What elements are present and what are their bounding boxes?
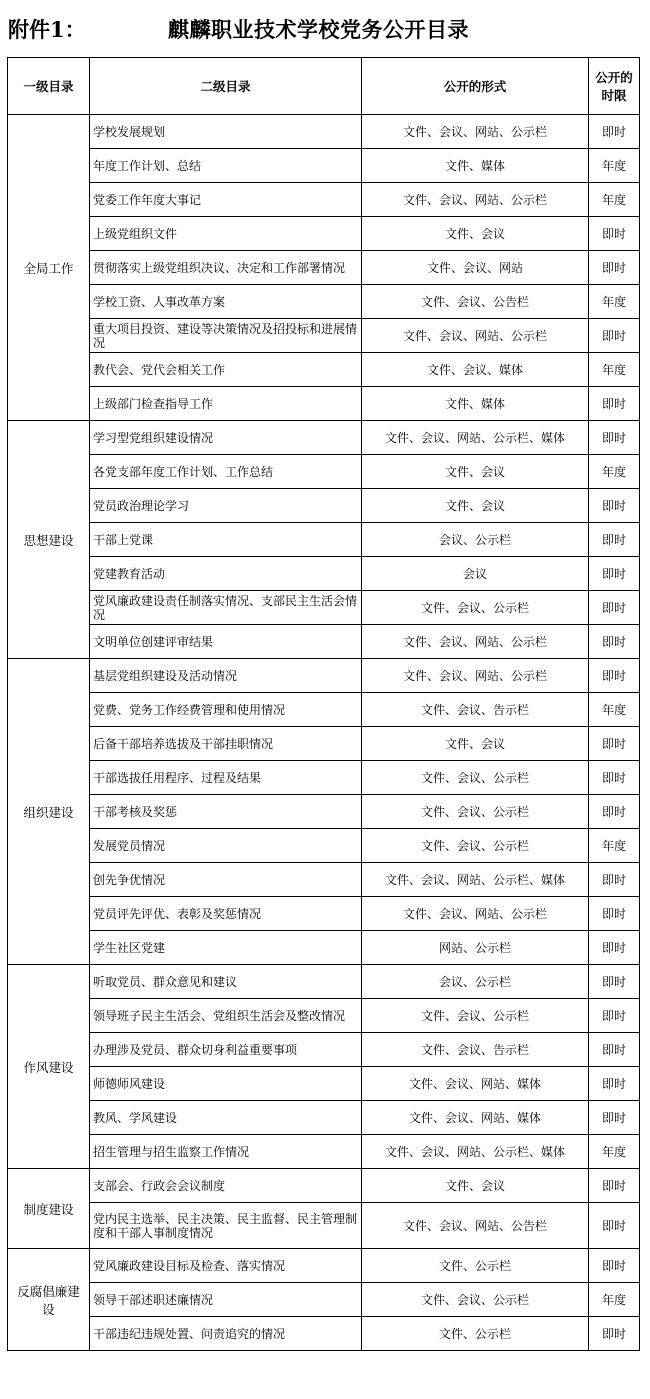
time-cell: 即时 (589, 557, 640, 591)
table-row (8, 421, 640, 455)
table-row (8, 149, 640, 183)
form-cell: 文件、会议、公示栏 (362, 1283, 589, 1317)
category-cell: 组织建设 (8, 659, 90, 965)
header-level1: 一级目录 (8, 58, 90, 115)
time-cell: 年度 (589, 285, 640, 319)
table-row (8, 1203, 640, 1249)
table-row (8, 1283, 640, 1317)
time-cell: 即时 (589, 421, 640, 455)
table-row (8, 523, 640, 557)
table-row (8, 761, 640, 795)
header-time-line2: 时限 (601, 88, 627, 103)
table-row (8, 489, 640, 523)
item-cell: 年度工作计划、总结 (90, 149, 362, 183)
table-row (8, 1101, 640, 1135)
table-row (8, 387, 640, 421)
page-title: 麒麟职业技术学校党务公开目录 (168, 17, 469, 42)
item-cell: 上级部门检查指导工作 (90, 387, 362, 421)
item-cell: 师德师风建设 (90, 1067, 362, 1101)
item-cell: 招生管理与招生监察工作情况 (90, 1135, 362, 1169)
table-row (8, 1317, 640, 1351)
table-row (8, 115, 640, 149)
time-cell: 即时 (589, 523, 640, 557)
item-cell: 党委工作年度大事记 (90, 183, 362, 217)
time-cell: 即时 (589, 115, 640, 149)
table-row (8, 1249, 640, 1283)
item-cell: 干部违纪违规处置、问责追究的情况 (90, 1317, 362, 1351)
table-row (8, 625, 640, 659)
time-cell: 即时 (589, 761, 640, 795)
form-cell: 文件、会议、网站 (362, 251, 589, 285)
category-cell: 全局工作 (8, 115, 90, 421)
time-cell: 即时 (589, 795, 640, 829)
form-cell: 文件、会议 (362, 455, 589, 489)
annex-label: 附件1： (8, 17, 86, 42)
form-cell: 文件、公示栏 (362, 1249, 589, 1283)
item-cell: 上级党组织文件 (90, 217, 362, 251)
category-cell: 思想建设 (8, 421, 90, 659)
form-cell: 文件、会议、告示栏 (362, 693, 589, 727)
time-cell: 年度 (589, 1135, 640, 1169)
form-cell: 文件、会议、告示栏 (362, 1033, 589, 1067)
table-row (8, 1135, 640, 1169)
time-cell: 即时 (589, 1101, 640, 1135)
item-cell: 后备干部培养选拔及干部挂职情况 (90, 727, 362, 761)
category-cell: 作风建设 (8, 965, 90, 1169)
time-cell: 年度 (589, 455, 640, 489)
table-row (8, 999, 640, 1033)
time-cell: 即时 (589, 897, 640, 931)
time-cell: 即时 (589, 625, 640, 659)
form-cell: 文件、会议 (362, 217, 589, 251)
table-row (8, 965, 640, 999)
header-time-line1: 公开的 (595, 70, 633, 85)
time-cell: 即时 (589, 1203, 640, 1249)
form-cell: 文件、会议、公示栏 (362, 829, 589, 863)
form-cell: 文件、会议、网站、公示栏 (362, 625, 589, 659)
header-form: 公开的形式 (362, 58, 589, 115)
table-row (8, 591, 640, 625)
time-cell: 即时 (589, 217, 640, 251)
form-cell: 会议、公示栏 (362, 965, 589, 999)
form-cell: 文件、会议 (362, 489, 589, 523)
item-cell: 党内民主选举、民主决策、民主监督、民主管理制度和干部人事制度情况 (90, 1203, 362, 1249)
time-cell: 即时 (589, 965, 640, 999)
item-cell: 党费、党务工作经费管理和使用情况 (90, 693, 362, 727)
item-cell: 学生社区党建 (90, 931, 362, 965)
category-cell: 反腐倡廉建设 (8, 1249, 90, 1351)
form-cell: 会议 (362, 557, 589, 591)
table-row (8, 693, 640, 727)
item-cell: 学校发展规划 (90, 115, 362, 149)
item-cell: 教风、学风建设 (90, 1101, 362, 1135)
table-row (8, 557, 640, 591)
table-row (8, 455, 640, 489)
item-cell: 文明单位创建评审结果 (90, 625, 362, 659)
form-cell: 文件、会议、网站、公示栏 (362, 183, 589, 217)
table-row (8, 251, 640, 285)
table-row (8, 727, 640, 761)
time-cell: 即时 (589, 727, 640, 761)
item-cell: 各党支部年度工作计划、工作总结 (90, 455, 362, 489)
time-cell: 即时 (589, 863, 640, 897)
table-row (8, 1067, 640, 1101)
table-row (8, 863, 640, 897)
form-cell: 文件、会议 (362, 1169, 589, 1203)
time-cell: 即时 (589, 489, 640, 523)
item-cell: 党风廉政建设责任制落实情况、支部民主生活会情况 (90, 591, 362, 625)
time-cell: 年度 (589, 353, 640, 387)
form-cell: 文件、会议、网站、公示栏 (362, 319, 589, 353)
form-cell: 文件、会议、网站、公示栏、媒体 (362, 1135, 589, 1169)
form-cell: 文件、公示栏 (362, 1317, 589, 1351)
item-cell: 听取党员、群众意见和建议 (90, 965, 362, 999)
form-cell: 文件、媒体 (362, 387, 589, 421)
category-cell: 制度建设 (8, 1169, 90, 1249)
form-cell: 文件、会议、网站、媒体 (362, 1101, 589, 1135)
item-cell: 学习型党组织建设情况 (90, 421, 362, 455)
time-cell: 年度 (589, 1283, 640, 1317)
time-cell: 年度 (589, 829, 640, 863)
form-cell: 文件、会议、网站、公示栏、媒体 (362, 863, 589, 897)
table-row (8, 829, 640, 863)
header-time (589, 58, 640, 115)
form-cell: 文件、媒体 (362, 149, 589, 183)
item-cell: 党风廉政建设目标及检查、落实情况 (90, 1249, 362, 1283)
form-cell: 文件、会议 (362, 727, 589, 761)
form-cell: 文件、会议、网站、公示栏 (362, 659, 589, 693)
table-row (8, 319, 640, 353)
item-cell: 学校工资、人事改革方案 (90, 285, 362, 319)
table-row (8, 183, 640, 217)
catalog-table (7, 57, 640, 1351)
item-cell: 干部选拔任用程序、过程及结果 (90, 761, 362, 795)
time-cell: 即时 (589, 999, 640, 1033)
table-body (8, 115, 640, 1351)
table-row (8, 897, 640, 931)
table-row (8, 1033, 640, 1067)
table-row (8, 659, 640, 693)
time-cell: 即时 (589, 319, 640, 353)
form-cell: 文件、会议、公示栏 (362, 591, 589, 625)
form-cell: 文件、会议、网站、公示栏 (362, 897, 589, 931)
time-cell: 即时 (589, 1317, 640, 1351)
table-header-row (8, 58, 640, 115)
time-cell: 年度 (589, 183, 640, 217)
item-cell: 贯彻落实上级党组织决议、决定和工作部署情况 (90, 251, 362, 285)
item-cell: 重大项目投资、建设等决策情况及招投标和进展情况 (90, 319, 362, 353)
form-cell: 文件、会议、公告栏 (362, 285, 589, 319)
time-cell: 年度 (589, 693, 640, 727)
time-cell: 即时 (589, 387, 640, 421)
table-row (8, 217, 640, 251)
item-cell: 党员评先评优、表彰及奖惩情况 (90, 897, 362, 931)
item-cell: 支部会、行政会会议制度 (90, 1169, 362, 1203)
item-cell: 基层党组织建设及活动情况 (90, 659, 362, 693)
time-cell: 即时 (589, 659, 640, 693)
time-cell: 即时 (589, 1169, 640, 1203)
time-cell: 即时 (589, 1249, 640, 1283)
header-level2: 二级目录 (90, 58, 362, 115)
item-cell: 干部上党课 (90, 523, 362, 557)
table-row (8, 1169, 640, 1203)
table-row (8, 353, 640, 387)
item-cell: 党员政治理论学习 (90, 489, 362, 523)
form-cell: 网站、公示栏 (362, 931, 589, 965)
form-cell: 文件、会议、公示栏 (362, 999, 589, 1033)
item-cell: 党建教育活动 (90, 557, 362, 591)
form-cell: 会议、公示栏 (362, 523, 589, 557)
form-cell: 文件、会议、公示栏 (362, 795, 589, 829)
item-cell: 领导干部述职述廉情况 (90, 1283, 362, 1317)
item-cell: 办理涉及党员、群众切身利益重要事项 (90, 1033, 362, 1067)
item-cell: 创先争优情况 (90, 863, 362, 897)
form-cell: 文件、会议、网站、公告栏 (362, 1203, 589, 1249)
table-row (8, 285, 640, 319)
form-cell: 文件、会议、网站、公示栏 (362, 115, 589, 149)
table-row (8, 795, 640, 829)
time-cell: 即时 (589, 251, 640, 285)
form-cell: 文件、会议、网站、媒体 (362, 1067, 589, 1101)
item-cell: 干部考核及奖惩 (90, 795, 362, 829)
time-cell: 即时 (589, 1033, 640, 1067)
item-cell: 教代会、党代会相关工作 (90, 353, 362, 387)
time-cell: 即时 (589, 1067, 640, 1101)
form-cell: 文件、会议、网站、公示栏、媒体 (362, 421, 589, 455)
form-cell: 文件、会议、媒体 (362, 353, 589, 387)
form-cell: 文件、会议、公示栏 (362, 761, 589, 795)
item-cell: 发展党员情况 (90, 829, 362, 863)
time-cell: 年度 (589, 149, 640, 183)
table-row (8, 931, 640, 965)
item-cell: 领导班子民主生活会、党组织生活会及整改情况 (90, 999, 362, 1033)
document-header (0, 0, 650, 52)
time-cell: 即时 (589, 931, 640, 965)
time-cell: 即时 (589, 591, 640, 625)
